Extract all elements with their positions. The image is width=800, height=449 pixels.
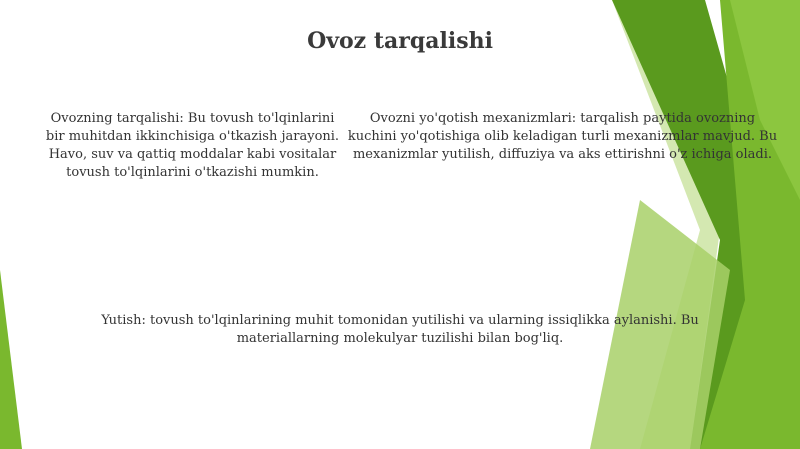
left-green-shape [0, 270, 22, 449]
paragraph-propagation: Ovozning tarqalishi: Bu tovush to'lqinlarini bir muhitdan ikkinchisiga o'tkazish jarayoni. Havo, suv va qattiq moddalar kabi vositalar tovush to'lqinlarini o'tkazishi mumkin. [45, 111, 340, 180]
slide-title: Ovoz tarqalishi [307, 28, 493, 54]
paragraph-absorption: Yutish: tovush to'lqinlarining muhit tomonidan yutilishi va ularning issiqlikka aylanishi. Bu materiallarning molekulyar tuzilishi bilan bog'liq. [101, 313, 699, 346]
paragraph-loss-mechanisms: Ovozni yo'qotish mexanizmlari: tarqalish paytida ovozning kuchini yo'qotishiga olib keladigan turli mexanizmlar mavjud. Bu mexanizmlar yutilish, diffuziya va aks ettirishni o'z ichiga oladi. [347, 111, 778, 162]
